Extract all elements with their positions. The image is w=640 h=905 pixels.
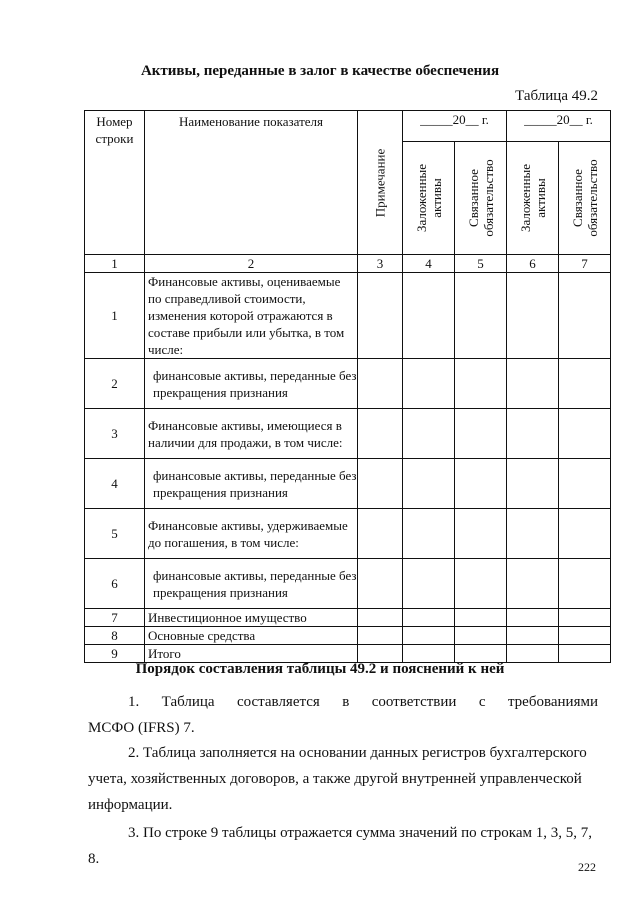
row-name: Финансовые активы, удерживаемые до погашения, в том числе: xyxy=(145,509,358,559)
col-number: 5 xyxy=(455,255,507,273)
p1-word: в xyxy=(342,694,350,710)
row-number: 2 xyxy=(85,359,145,409)
paragraph-3: 3. По строке 9 таблицы отражается сумма значений по строкам 1, 3, 5, 7, 8. xyxy=(88,825,592,867)
p1-word: Таблица xyxy=(161,694,215,710)
document-title: Активы, переданные в залог в качестве обеспечения xyxy=(140,63,500,79)
row-name: Финансовые активы, оцениваемые по справедливой стоимости, изменения которой отражаются в составе прибыли или убытка, в том числе: xyxy=(145,273,358,359)
pledged-assets-table xyxy=(84,110,611,663)
header-liability-1-cell xyxy=(455,142,507,255)
row-number: 1 xyxy=(85,273,145,359)
row-number: 9 xyxy=(85,645,145,663)
row-number: 3 xyxy=(85,409,145,459)
row-name: финансовые активы, переданные без прекращения признания xyxy=(145,559,358,609)
col-number: 1 xyxy=(85,255,145,273)
header-liability-2: Связанное обязательство xyxy=(569,159,600,237)
section-title: Порядок составления таблицы 49.2 и пояснений к ней xyxy=(135,661,505,677)
header-pledged-1-cell xyxy=(403,142,455,255)
table-number: Таблица 49.2 xyxy=(515,88,598,104)
row-name: Основные средства xyxy=(145,627,358,645)
table-row xyxy=(85,559,611,609)
row-number: 5 xyxy=(85,509,145,559)
col-number: 4 xyxy=(403,255,455,273)
header-note-cell xyxy=(358,111,403,255)
row-name: финансовые активы, переданные без прекращения признания xyxy=(145,359,358,409)
table-row xyxy=(85,359,611,409)
table-row xyxy=(85,273,611,359)
header-note: Примечание xyxy=(372,148,388,217)
table-row xyxy=(85,645,611,663)
row-name: Инвестиционное имущество xyxy=(145,609,358,627)
table-row xyxy=(85,509,611,559)
row-name: финансовые активы, переданные без прекращения признания xyxy=(145,459,358,509)
p1-word: составляется xyxy=(236,694,320,710)
header-pledged-2-cell xyxy=(507,142,559,255)
col-number: 6 xyxy=(507,255,559,273)
col-number: 7 xyxy=(559,255,611,273)
header-indicator: Наименование показателя xyxy=(145,111,358,255)
column-number-row xyxy=(85,255,611,273)
p1-word: 1. xyxy=(128,694,140,710)
p1-word: с xyxy=(478,694,486,710)
row-name: Итого xyxy=(145,645,358,663)
header-row-no: Номер строки xyxy=(85,111,145,255)
row-number: 6 xyxy=(85,559,145,609)
p1-word: требованиями xyxy=(507,694,598,710)
header-liability-2-cell xyxy=(559,142,611,255)
table-row xyxy=(85,609,611,627)
col-number: 2 xyxy=(145,255,358,273)
paragraph-1 xyxy=(88,689,598,741)
row-number: 4 xyxy=(85,459,145,509)
col-number: 3 xyxy=(358,255,403,273)
header-pledged-1: Заложенные активы xyxy=(413,163,444,233)
header-liability-1: Связанное обязательство xyxy=(465,159,496,237)
header-year-1: _____20__ г. xyxy=(403,111,507,142)
table-row xyxy=(85,627,611,645)
header-year-2: _____20__ г. xyxy=(507,111,611,142)
table-row xyxy=(85,459,611,509)
row-name: Финансовые активы, имеющиеся в наличии для продажи, в том числе: xyxy=(145,409,358,459)
table-row xyxy=(85,409,611,459)
paragraph-2: 2. Таблица заполняется на основании данных регистров бухгалтерского учета, хозяйственных договоров, а также другой внутренней управленческой информации. xyxy=(88,745,587,813)
header-pledged-2: Заложенные активы xyxy=(517,163,548,233)
p1-word: соответствии xyxy=(371,694,457,710)
row-number: 8 xyxy=(85,627,145,645)
row-number: 7 xyxy=(85,609,145,627)
page-number: 222 xyxy=(578,860,596,874)
p1-tail: МСФО (IFRS) 7. xyxy=(88,720,195,736)
